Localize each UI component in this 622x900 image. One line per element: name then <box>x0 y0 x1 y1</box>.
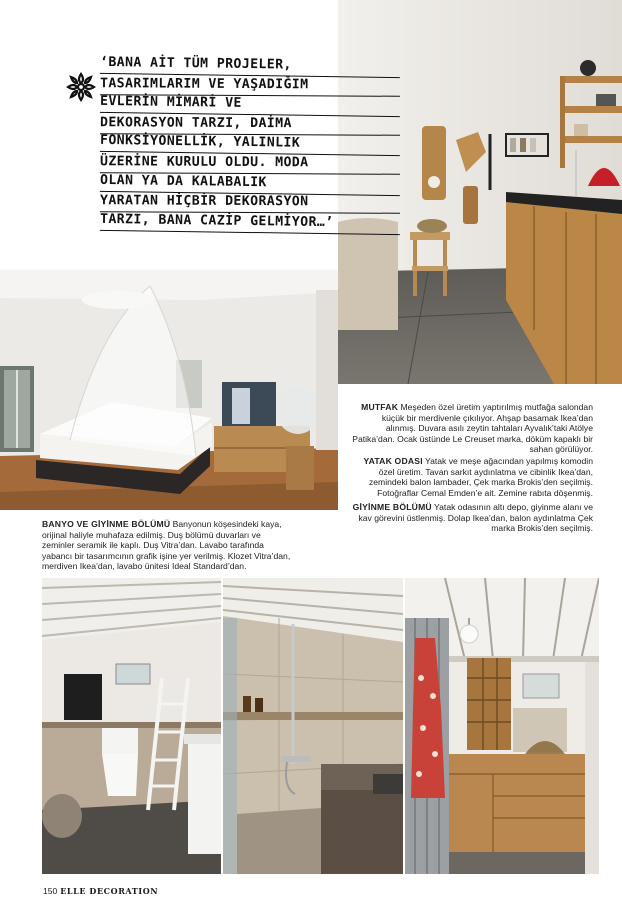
quote-line: ÜZERİNE KURULU OLDU. MODA <box>100 153 400 174</box>
kitchen-caption <box>350 402 593 455</box>
bathroom-toilet-photo <box>42 578 221 874</box>
closet-caption <box>350 502 593 534</box>
page-number: 150 <box>43 886 58 896</box>
pull-quote <box>100 56 400 232</box>
quote-line: TARZI, BANA CAZİP GELMİYOR…’ <box>100 211 400 235</box>
quote-line: TASARIMLARIM VE YAŞADIĞIM <box>100 75 400 96</box>
bedroom-photo <box>0 270 338 510</box>
bathroom-shower-photo <box>223 578 403 874</box>
bathroom-caption-title: BANYO VE GİYİNME BÖLÜMÜ <box>42 519 171 529</box>
page-footer <box>43 886 158 896</box>
bedroom-caption-title: YATAK ODASI <box>363 456 423 466</box>
quote-line: YARATAN HİÇBİR DEKORASYON <box>100 192 400 213</box>
quote-line: EVLERİN MİMARİ VE <box>100 93 400 117</box>
bathroom-caption <box>42 519 292 572</box>
bedroom-caption-text: Yatak ve meşe ağacından yapılmış komodin özel üretim. Tavan sarkıt aydınlatma ve cibinlik Ikea’dan, zemindeki balon lambader, Çek marka Brokis’den seçilmiş. Fotoğraflar Cemal Emden’e ait. Zemine rabıta döşenmiş. <box>368 456 593 498</box>
dressing-area-photo <box>405 578 599 874</box>
bathroom-caption-text: Banyonun köşesindeki kaya, orijinal haliyle muhafaza edilmiş. Duş bölümü duvarları ve zeminler seramik ile kaplı. Duş Vitra’dan. Lavabo tarafında yabancı bir tasarımcının grafik işine yer verilmiş. Klozet Vitra’dan, merdiven Ikea’dan, lavabo ünitesi Ideal Standard’dan. <box>42 519 291 572</box>
flower-ornament-icon <box>66 72 96 102</box>
closet-caption-text: Yatak odasının altı depo, giyinme alanı ve kav görevini üstlenmiş. Dolap Ikea’dan, balon aydınlatma Çek marka Brokis’den seçilmiş. <box>358 502 593 534</box>
quote-line: ‘BANA AİT TÜM PROJELER, <box>100 54 400 78</box>
kitchen-caption-title: MUTFAK <box>361 402 399 412</box>
quote-line: OLAN YA DA KALABALIK <box>100 171 400 195</box>
bedroom-caption <box>350 456 593 498</box>
closet-caption-title: GİYİNME BÖLÜMÜ <box>352 502 432 512</box>
kitchen-caption-text: Meşeden özel üretim yaptırılmış mutfağa salondan küçük bir merdivenle çıkılıyor. Ahşap basamak Ikea’dan alınmış. Duvara asılı zeytin tahtaları Ayvalık’taki Atölye Patika’dan. Ocak üstünde Le Creuset marka, döküm kapaklı bir sahan görülüyor. <box>352 402 593 455</box>
quote-line: FONKSİYONELLİK, YALINLIK <box>100 132 400 156</box>
magazine-name: ELLE DECORATION <box>60 886 159 896</box>
quote-line: DEKORASYON TARZI, DAİMA <box>100 114 400 135</box>
